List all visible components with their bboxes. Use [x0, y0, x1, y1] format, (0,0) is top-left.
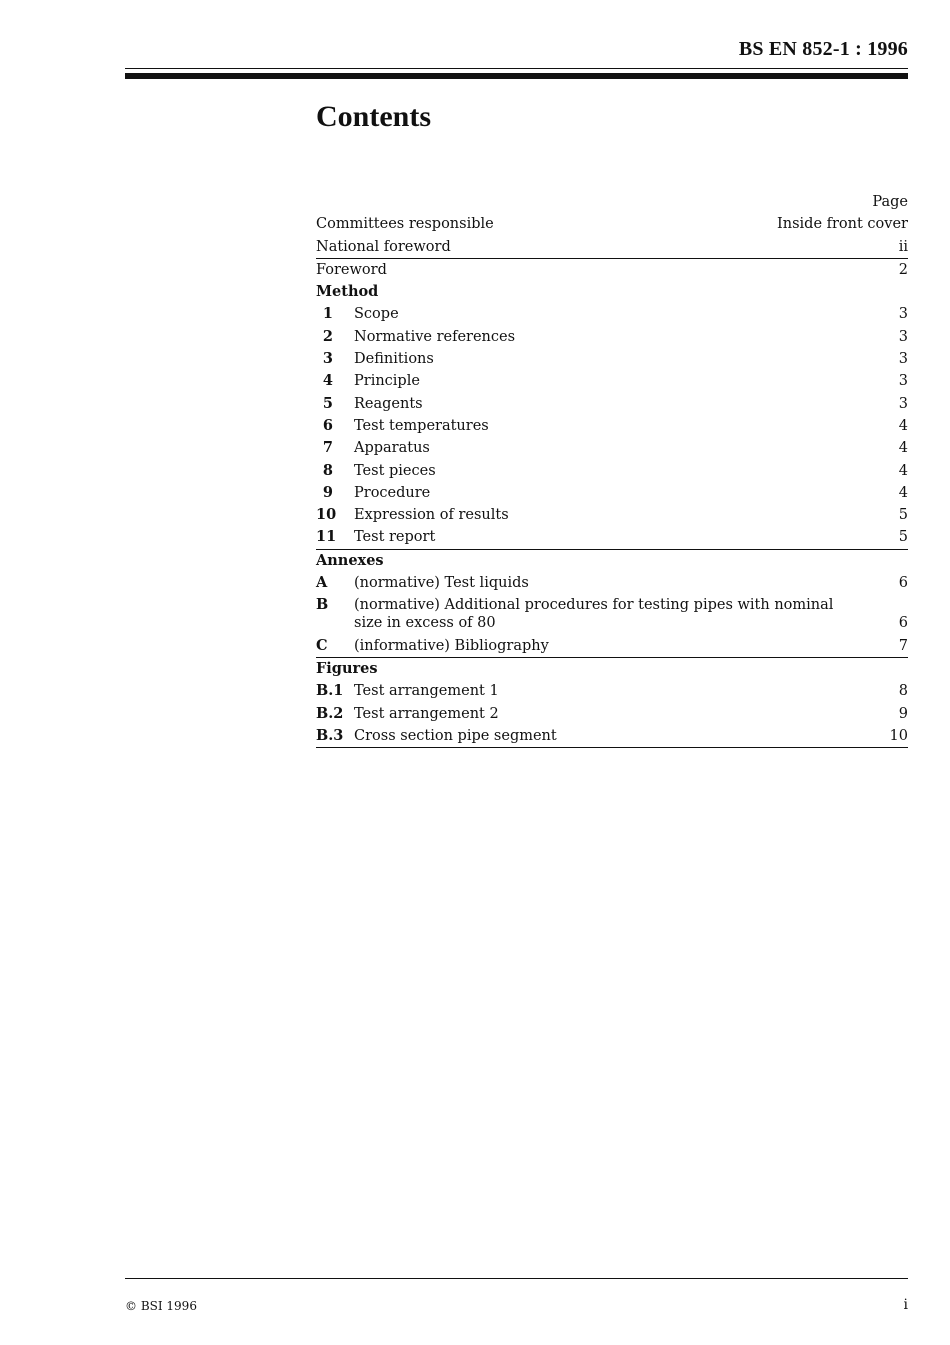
toc-entry-committees[interactable]	[316, 213, 908, 235]
clause-number: 6	[322, 416, 333, 434]
figure-page: 9	[898, 705, 908, 722]
annex-title: (normative) Additional procedures for testing pipes with nominal size in excess of 80	[354, 597, 834, 632]
clause-page: 3	[898, 351, 908, 368]
clause-number: 7	[322, 439, 333, 457]
clause-title: Scope	[354, 306, 399, 323]
clause-page: 3	[898, 373, 908, 390]
annex-letter: C	[316, 636, 328, 654]
section-heading-annexes: Annexes	[316, 551, 384, 569]
toc-entry-national-foreword[interactable]	[316, 236, 908, 258]
clause-title: Reagents	[354, 395, 423, 412]
figure-page: 10	[889, 727, 908, 744]
clause-number: 11	[316, 528, 337, 546]
section-heading-figures: Figures	[316, 659, 378, 677]
toc-annex-row[interactable]	[316, 635, 908, 657]
toc-figure-row[interactable]	[316, 680, 908, 702]
clause-page: 3	[898, 328, 908, 345]
clause-title: Procedure	[354, 484, 431, 501]
page-number: i	[903, 1297, 908, 1313]
toc-entry-title: Committees responsible	[316, 216, 494, 233]
clause-title: Normative references	[354, 328, 516, 345]
toc-entry-page: 2	[898, 261, 908, 278]
annex-letter: B	[316, 596, 329, 614]
clause-page: 5	[898, 529, 908, 546]
toc-clause-row[interactable]	[316, 348, 908, 370]
section-divider	[316, 747, 908, 748]
toc-clause-row[interactable]	[316, 504, 908, 526]
header-rule-thin	[125, 68, 908, 69]
clause-page: 3	[898, 306, 908, 323]
figure-number: B.3	[316, 726, 344, 744]
clause-number: 3	[322, 350, 333, 368]
annex-page: 6	[898, 575, 908, 592]
toc-clause-row[interactable]	[316, 526, 908, 548]
figure-title: Cross section pipe segment	[354, 727, 557, 744]
toc-clause-row[interactable]	[316, 482, 908, 504]
clause-number: 9	[322, 483, 333, 501]
toc-entry-title: National foreword	[316, 238, 451, 255]
toc-entry-page: Inside front cover	[777, 216, 908, 233]
page-column-header	[316, 191, 908, 213]
clause-title: Test temperatures	[354, 417, 489, 434]
annex-page: 6	[898, 615, 908, 632]
toc-clause-row[interactable]	[316, 415, 908, 437]
section-heading-method: Method	[316, 283, 379, 301]
clause-page: 3	[898, 395, 908, 412]
toc-clause-row[interactable]	[316, 437, 908, 459]
figure-title: Test arrangement 1	[354, 683, 499, 700]
header-rule-thick	[125, 73, 908, 79]
table-of-contents	[316, 191, 908, 748]
toc-entry-foreword[interactable]	[316, 259, 908, 281]
clause-title: Apparatus	[354, 440, 430, 457]
figure-page: 8	[898, 683, 908, 700]
toc-figure-row[interactable]	[316, 725, 908, 747]
clause-number: 5	[322, 394, 333, 412]
figure-title: Test arrangement 2	[354, 705, 499, 722]
clause-number: 8	[322, 461, 333, 479]
clause-page: 4	[898, 417, 908, 434]
annex-letter: A	[316, 574, 328, 592]
clause-page: 4	[898, 440, 908, 457]
toc-annex-row[interactable]	[316, 572, 908, 594]
toc-entry-title: Foreword	[316, 261, 387, 278]
clause-number: 2	[322, 327, 333, 345]
toc-clause-row[interactable]	[316, 460, 908, 482]
figure-number: B.2	[316, 704, 344, 722]
clause-title: Expression of results	[354, 507, 509, 524]
annex-title: (normative) Test liquids	[354, 575, 529, 592]
clause-number: 1	[322, 305, 333, 323]
page-column-label: Page	[872, 194, 908, 210]
clause-title: Test report	[354, 529, 436, 546]
toc-clause-row[interactable]	[316, 303, 908, 325]
footer-rule	[125, 1278, 908, 1279]
figure-number: B.1	[316, 682, 344, 700]
clause-page: 4	[898, 484, 908, 501]
toc-entry-page: ii	[898, 238, 908, 255]
toc-clause-row[interactable]	[316, 326, 908, 348]
clause-title: Definitions	[354, 351, 434, 368]
clause-page: 4	[898, 462, 908, 479]
clause-number: 10	[316, 506, 337, 524]
page-title: Contents	[316, 100, 432, 133]
toc-clause-row[interactable]	[316, 393, 908, 415]
copyright-notice: © BSI 1996	[125, 1299, 197, 1313]
clause-number: 4	[322, 372, 333, 390]
toc-figure-row[interactable]	[316, 703, 908, 725]
clause-title: Test pieces	[354, 462, 436, 479]
toc-annex-row[interactable]	[316, 594, 908, 634]
clause-title: Principle	[354, 373, 420, 390]
toc-clause-row[interactable]	[316, 370, 908, 392]
document-id: BS EN 852-1 : 1996	[738, 38, 908, 60]
clause-page: 5	[898, 507, 908, 524]
annex-title: (informative) Bibliography	[354, 637, 549, 654]
annex-page: 7	[898, 637, 908, 654]
